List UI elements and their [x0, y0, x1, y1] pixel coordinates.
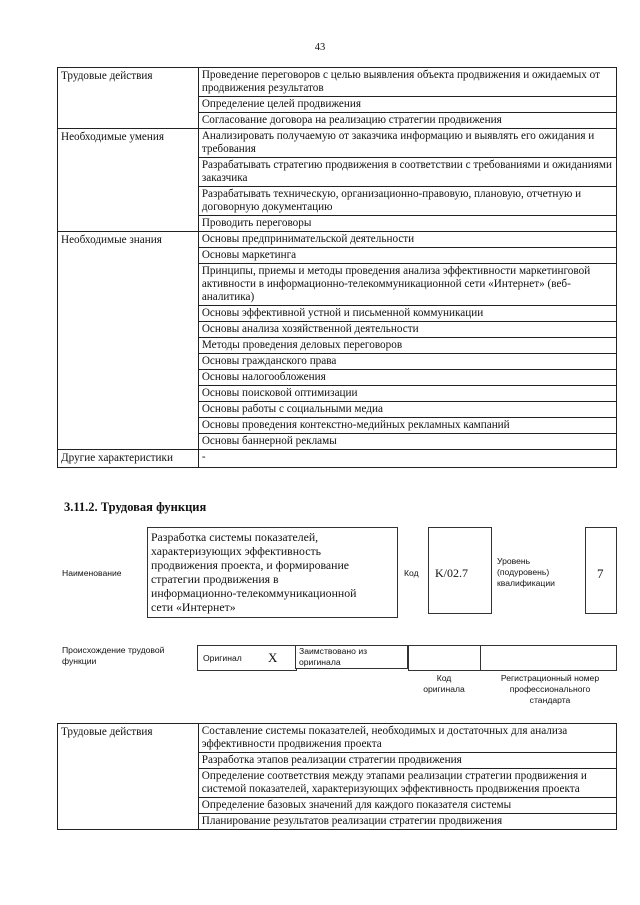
table-cell: Принципы, приемы и методы проведения анализа эффективности маркетинговой активности в информационно-телекоммуникационной сети «Интернет» (веб-аналитика) — [198, 264, 616, 306]
table-cell: - — [198, 450, 616, 468]
origin-borrowed-box: Заимствовано из оригинала — [295, 645, 408, 669]
origin-code-box — [408, 645, 482, 671]
code-box — [428, 527, 492, 614]
table-cell: Основы маркетинга — [198, 248, 616, 264]
table-cell: Разрабатывать техническую, организационно-правовую, плановую, отчетную и договорную документацию — [198, 187, 616, 216]
table-cell: Методы проведения деловых переговоров — [198, 338, 616, 354]
code-label: Код — [404, 568, 419, 578]
table-cell: Основы поисковой оптимизации — [198, 386, 616, 402]
table-cell: Разрабатывать стратегию продвижения в соответствии с требованиями и ожиданиями заказчика — [198, 158, 616, 187]
original-mark: X — [268, 650, 278, 665]
table-cell: Анализировать получаемую от заказчика информацию и выявлять его ожидания и требования — [198, 129, 616, 158]
origin-code-caption: Код оригинала — [423, 673, 465, 694]
name-label: Наименование — [62, 568, 122, 578]
table-cell: Проведение переговоров с целью выявления объекта продвижения и ожидаемых от продвижения результатов — [198, 68, 616, 97]
group-label: Необходимые знания — [58, 232, 199, 450]
origin-reg-box — [480, 645, 617, 671]
labor-actions-table — [57, 723, 617, 830]
table-cell: Определение базовых значений для каждого показателя системы — [198, 798, 616, 814]
origin-reg-caption: Регистрационный номер профессионального стандарта — [500, 673, 600, 705]
group-label: Трудовые действия — [58, 724, 199, 830]
table-cell: Основы баннерной рекламы — [198, 434, 616, 450]
table-cell: Основы эффективной устной и письменной коммуникации — [198, 306, 616, 322]
origin-label: Происхождение трудовой функции — [62, 645, 165, 666]
code-value: K/02.7 — [435, 566, 468, 580]
table-cell: Основы гражданского права — [198, 354, 616, 370]
table-cell: Составление системы показателей, необходимых и достаточных для анализа эффективности продвижения проекта — [198, 724, 616, 753]
function-name-box: Разработка системы показателей, характеризующих эффективность продвижения проекта, и формирование стратегии продвижения в информационно-телекоммуникационной сети «Интернет» — [147, 527, 398, 618]
level-value: 7 — [597, 566, 604, 581]
section-title: 3.11.2. Трудовая функция — [64, 500, 207, 514]
level-label: Уровень (подуровень) квалификации — [497, 556, 555, 588]
table-row — [58, 232, 617, 248]
table-cell: Определение соответствия между этапами реализации стратегии продвижения и системой показателей, характеризующих эффективность продвижения проекта — [198, 769, 616, 798]
origin-original-box — [197, 645, 297, 671]
table-cell: Основы работы с социальными медиа — [198, 402, 616, 418]
original-label: Оригинал — [203, 653, 242, 663]
group-label: Трудовые действия — [58, 68, 199, 129]
table-cell: Проводить переговоры — [198, 216, 616, 232]
page-number: 43 — [314, 42, 326, 53]
table-cell: Планирование результатов реализации стратегии продвижения — [198, 814, 616, 830]
table-cell: Основы предпринимательской деятельности — [198, 232, 616, 248]
table-cell: Разработка этапов реализации стратегии продвижения — [198, 753, 616, 769]
table-row — [58, 450, 617, 468]
table-row — [58, 724, 617, 753]
labor-functions-table — [57, 67, 617, 468]
group-label: Необходимые умения — [58, 129, 199, 232]
group-label: Другие характеристики — [58, 450, 199, 468]
table-cell: Основы проведения контекстно-медийных рекламных кампаний — [198, 418, 616, 434]
table-row — [58, 129, 617, 158]
table-cell: Определение целей продвижения — [198, 97, 616, 113]
table-cell: Согласование договора на реализацию стратегии продвижения — [198, 113, 616, 129]
table-cell: Основы налогообложения — [198, 370, 616, 386]
level-box — [585, 527, 617, 614]
table-cell: Основы анализа хозяйственной деятельности — [198, 322, 616, 338]
table-row — [58, 68, 617, 97]
